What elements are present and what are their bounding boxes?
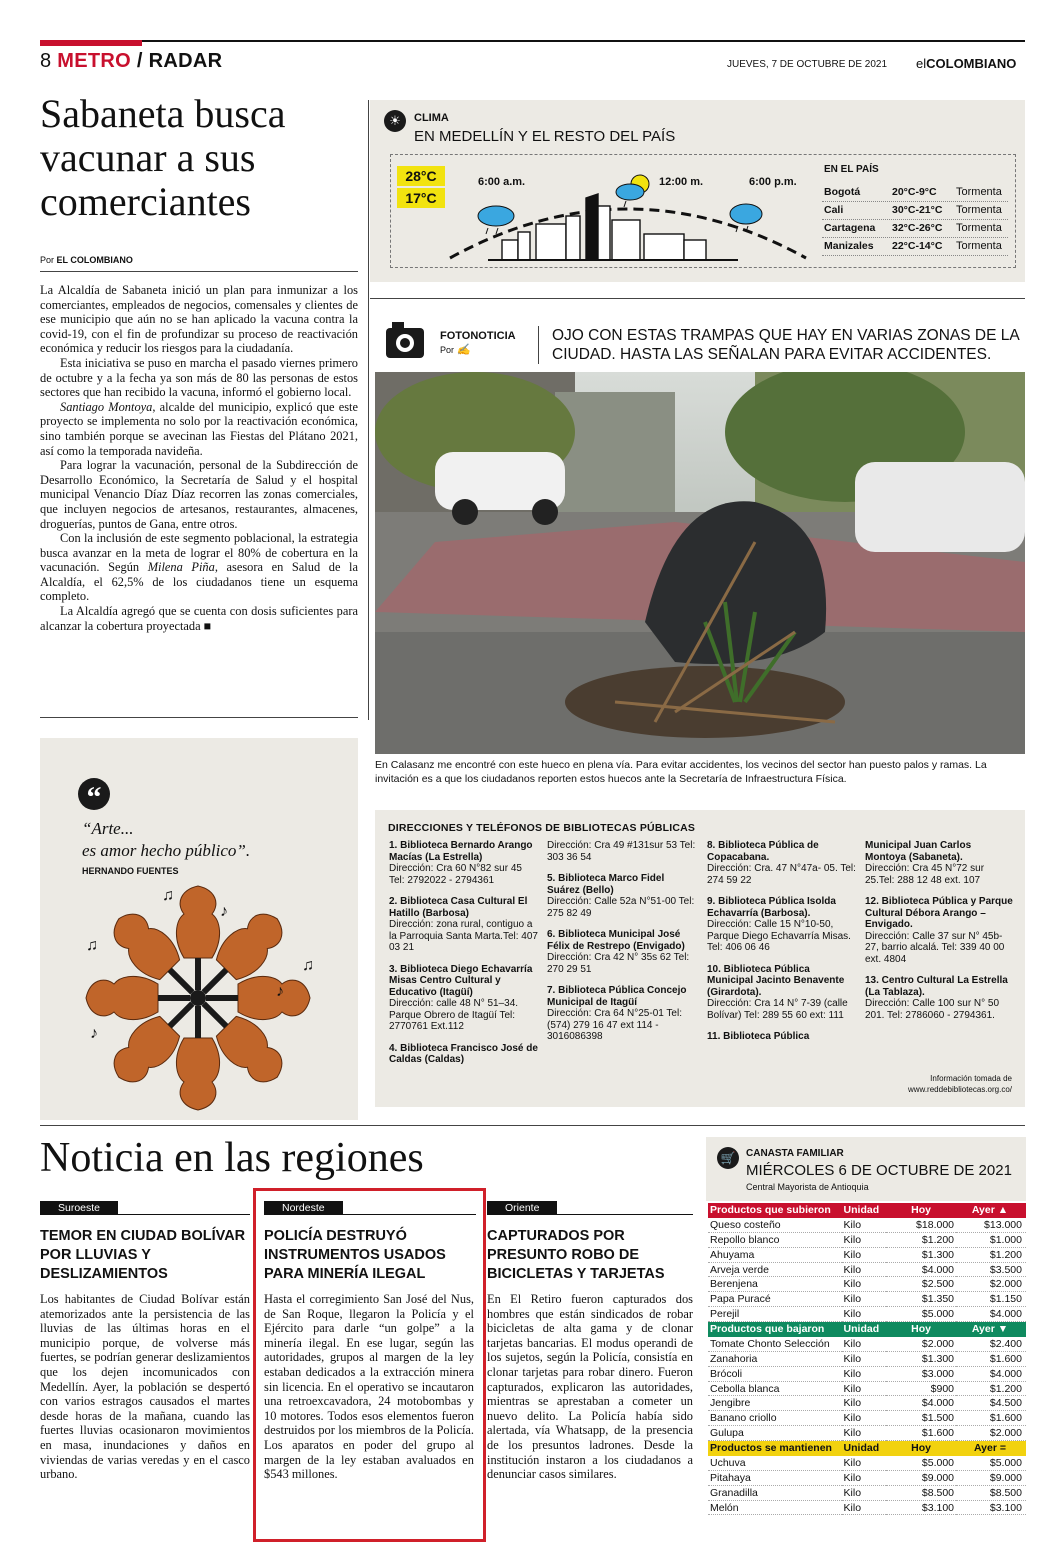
market-date: MIÉRCOLES 6 DE OCTUBRE DE 2021 — [746, 1162, 1012, 1179]
cart-icon: 🛒 — [717, 1147, 739, 1169]
product-unit: Kilo — [842, 1396, 887, 1411]
prices-down-table — [708, 1322, 1026, 1441]
table-row — [708, 1218, 1026, 1233]
price-today: $1.200 — [886, 1233, 956, 1248]
price-yesterday: $3.500 — [956, 1262, 1026, 1277]
price-today: $9.000 — [886, 1471, 956, 1486]
libraries-source-link[interactable]: www.reddebibliotecas.org.co/ — [907, 1085, 1012, 1094]
table-row — [708, 1277, 1026, 1292]
product-name: Jengibre — [708, 1396, 842, 1411]
table-row — [708, 1307, 1026, 1322]
article-body — [40, 283, 358, 633]
section-header — [40, 50, 222, 73]
brand-logo[interactable]: elCOLOMBIANO — [916, 56, 1017, 71]
forecast-time-evening: 6:00 p.m. — [749, 176, 797, 188]
table-header: Productos que subieron Unidad Hoy Ayer ▲ — [708, 1203, 1026, 1218]
product-name: Melón — [708, 1500, 842, 1515]
table-row — [708, 1337, 1026, 1352]
library-entry: 11. Biblioteca Pública — [707, 1031, 810, 1042]
product-unit: Kilo — [842, 1337, 887, 1352]
product-name: Pitahaya — [708, 1471, 842, 1486]
table-header: Productos que bajaron Unidad Hoy Ayer ▼ — [708, 1322, 1026, 1337]
price-today: $1.300 — [886, 1247, 956, 1262]
column-rule — [368, 100, 369, 720]
camera-icon — [384, 318, 426, 364]
price-yesterday: $1.200 — [956, 1381, 1026, 1396]
section-separator: / — [136, 50, 143, 72]
price-yesterday: $4.500 — [956, 1396, 1026, 1411]
table-row — [708, 1500, 1026, 1515]
library-entry: 6. Biblioteca Municipal José Félix de Restrepo (Envigado) Dirección: Cra 42 N° 35s 62 Tel: 270 29 51 — [547, 929, 690, 975]
region-body: Hasta el corregimiento San José del Nus, de San Roque, llegaron la Policía y el Ejército para darle “un golpe” a la minería ilegal. En ese lugar, según las autoridades, grupos al margen de la ley estaban dedicados a la extracción minera sin licencia. En el operativo se incautaron una retroexcavadora, 24 motobombas y 10 motores. Todos esos elementos fueron destruidos por los miembros de la Policía. Los aparatos en poder del grupo al margen de la ley estaban avaluados en $543 millones. — [264, 1292, 474, 1482]
product-name: Brócoli — [708, 1366, 842, 1381]
price-today: $5.000 — [886, 1456, 956, 1471]
library-entry: 5. Biblioteca Marco Fidel Suárez (Bello) Dirección: Calle 52a N°51-00 Tel: 275 82 49 — [547, 873, 695, 919]
library-entry: 9. Biblioteca Pública Isolda Echavarría (Barbosa). Dirección: Calle 15 N°10-50, Parque Diego Echavarría Misas. Tel: 406 06 46 — [707, 896, 851, 953]
prices-up-table — [708, 1203, 1026, 1322]
library-entry: Dirección: Cra 49 #131sur 53 Tel: 303 36 54 — [547, 840, 696, 863]
country-weather-title: EN EL PAÍS — [824, 164, 879, 175]
libraries-column — [389, 840, 539, 1076]
library-entry: 1. Biblioteca Bernardo Arango Macías (La Estrella) Dirección: Cra 60 N°82 sur 45 Tel: 2792022 - 2794361 — [389, 840, 533, 886]
article-end-rule — [40, 717, 358, 718]
libraries-column — [865, 840, 1015, 1031]
price-today: $1.600 — [886, 1426, 956, 1441]
table-header: Productos se mantienen Unidad Hoy Ayer = — [708, 1441, 1026, 1456]
article-byline: Por EL COLOMBIANO — [40, 255, 133, 265]
product-name: Arveja verde — [708, 1262, 842, 1277]
table-row — [708, 1426, 1026, 1441]
price-yesterday: $2.000 — [956, 1277, 1026, 1292]
weather-subtitle: EN MEDELLÍN Y EL RESTO DEL PAÍS — [414, 128, 676, 145]
city-weather-row: Cartagena 32°C-26°C Tormenta — [822, 220, 1008, 238]
price-yesterday: $1.200 — [956, 1247, 1026, 1262]
table-row — [708, 1456, 1026, 1471]
product-unit: Kilo — [842, 1352, 887, 1367]
price-today: $4.000 — [886, 1396, 956, 1411]
issue-date: JUEVES, 7 DE OCTUBRE DE 2021 — [727, 59, 888, 70]
table-row — [708, 1366, 1026, 1381]
market-source: Central Mayorista de Antioquia — [746, 1182, 869, 1192]
price-yesterday: $4.000 — [956, 1366, 1026, 1381]
section-rule — [370, 298, 1025, 299]
product-unit: Kilo — [842, 1262, 887, 1277]
table-row — [708, 1411, 1026, 1426]
product-name: Repollo blanco — [708, 1233, 842, 1248]
product-name: Uchuva — [708, 1456, 842, 1471]
product-name: Granadilla — [708, 1485, 842, 1500]
svg-text:♪: ♪ — [220, 903, 228, 920]
photo-news-label: FOTONOTICIA — [440, 330, 516, 342]
arrow-up-icon: ▲ — [997, 1204, 1009, 1217]
street-pothole-photo[interactable] — [375, 372, 1025, 754]
price-yesterday: $4.000 — [956, 1307, 1026, 1322]
price-today: $2.000 — [886, 1337, 956, 1352]
libraries-column — [547, 840, 697, 1053]
price-today: $3.100 — [886, 1500, 956, 1515]
region-tag[interactable]: Nordeste — [264, 1201, 343, 1215]
paragraph: La Alcaldía de Sabaneta inició un plan para inmunizar a los comerciantes, empleados de negocios, comensales y clientes de ese municipio que aún no se han aplicado la vacuna contra la covid-19, con el fin de profundizar su proceso de reactivación económica y reducir los riesgos para la ciudadanía. — [40, 283, 358, 356]
product-unit: Kilo — [842, 1456, 887, 1471]
paragraph: Esta iniciativa se puso en marcha el pasado viernes primero de octubre y a la fecha ya son más de 80 las personas de estos sectores que han recibido la vacuna, informó el gobierno local. — [40, 355, 358, 400]
price-today: $1.300 — [886, 1352, 956, 1367]
libraries-column — [707, 840, 857, 1053]
price-yesterday: $8.500 — [956, 1485, 1026, 1500]
section-rule — [40, 1125, 1025, 1126]
quote-text: “Arte... es amor hecho público”. — [82, 819, 251, 860]
svg-text:♪: ♪ — [276, 983, 284, 1000]
price-today: $5.000 — [886, 1307, 956, 1322]
temp-high: 28°C — [397, 166, 445, 186]
library-entry: 12. Biblioteca Pública y Parque Cultural Débora Arango – Envigado. Dirección: Calle 37 sur N° 45b-27, barrio alcalá. Tel: 339 40 00 ext. 4804 — [865, 896, 1013, 965]
product-unit: Kilo — [842, 1218, 887, 1233]
price-today: $18.000 — [886, 1218, 956, 1233]
product-name: Zanahoria — [708, 1352, 842, 1367]
library-entry: 7. Biblioteca Pública Concejo Municipal de Itagüí Dirección: Cra 64 N°25-01 Tel: (574) 279 16 47 ext 114 - 3016086398 — [547, 985, 687, 1042]
product-name: Ahuyama — [708, 1247, 842, 1262]
sun-icon: ☀ — [384, 110, 406, 132]
product-unit: Kilo — [842, 1500, 887, 1515]
price-today: $1.350 — [886, 1292, 956, 1307]
library-entry: 13. Centro Cultural La Estrella (La Tablaza). Dirección: Calle 100 sur N° 50 201. Tel: 2786060 - 2794361. — [865, 975, 1008, 1021]
price-yesterday: $1.000 — [956, 1233, 1026, 1248]
table-row — [708, 1352, 1026, 1367]
product-unit: Kilo — [842, 1485, 887, 1500]
article-headline[interactable]: Sabaneta busca vacunar a sus comerciantes — [40, 91, 286, 224]
svg-text:♪: ♪ — [90, 1025, 98, 1042]
region-body: En El Retiro fueron capturados dos hombres que están sindicados de robar bicicletas de alta gama y de clonar tarjetas bancarias. El modus operandi de los sujetos, según la Policía, consistía en clonar tarjetas para robar dinero. Fueron capturados, explicaron las autoridades, mientras se aprestaban a cometer un nuevo delito. La Policía había sido alertada, vía Whatsapp, de la presencia de los presuntos ladrones. Desde la institución instaron a los ciudadanos a denunciar casos similares. — [487, 1292, 693, 1482]
table-row — [708, 1247, 1026, 1262]
photo-caption: En Calasanz me encontré con este hueco en plena vía. Para evitar accidentes, los vecinos del sector han puesto palos y ramas. La invitación es a que los ciudadanos reporten estos huecos ante la Secretaría de Infraestructura Física. — [375, 759, 987, 785]
prices-same-table — [708, 1441, 1026, 1515]
city-weather-row: Bogotá 20°C-9°C Tormenta — [822, 184, 1008, 202]
top-rule — [40, 40, 1025, 42]
product-unit: Kilo — [842, 1426, 887, 1441]
region-headline[interactable]: CAPTURADOS POR PRESUNTO ROBO DE BICICLETAS Y TARJETAS — [487, 1228, 665, 1282]
regions-title: Noticia en las regiones — [40, 1135, 424, 1181]
city-weather-row: Cali 30°C-21°C Tormenta — [822, 202, 1008, 220]
library-entry: 4. Biblioteca Francisco José de Caldas (Caldas) — [389, 1042, 538, 1065]
top-rule-accent — [40, 40, 142, 46]
byline-rule — [40, 271, 358, 272]
table-row — [708, 1292, 1026, 1307]
equal-icon: = — [999, 1442, 1007, 1455]
signature-logo: ✍ — [456, 344, 471, 356]
sun-cloud-icon — [616, 175, 649, 207]
library-entry: Municipal Juan Carlos Montoya (Sabaneta). Dirección: Cra 45 N°72 sur 25.Tel: 288 12 48 ext. 107 — [865, 840, 985, 886]
product-unit: Kilo — [842, 1233, 887, 1248]
price-yesterday: $2.000 — [956, 1426, 1026, 1441]
violin-wheel-illustration — [80, 878, 320, 1118]
product-name: Banano criollo — [708, 1411, 842, 1426]
table-row — [708, 1485, 1026, 1500]
region-tag[interactable]: Suroeste — [40, 1201, 118, 1215]
price-yesterday: $3.100 — [956, 1500, 1026, 1515]
subsection-name[interactable]: RADAR — [148, 50, 223, 72]
product-unit: Kilo — [842, 1307, 887, 1322]
product-name: Queso costeño — [708, 1218, 842, 1233]
product-unit: Kilo — [842, 1381, 887, 1396]
product-name: Papa Puracé — [708, 1292, 842, 1307]
photo-news-headline[interactable]: OJO CON ESTAS TRAMPAS QUE HAY EN VARIAS ZONAS DE LA CIUDAD. HASTA LAS SEÑALAN PARA EVITAR ACCIDENTES. — [552, 327, 1019, 363]
library-entry: 10. Biblioteca Pública Municipal Jacinto Benavente (Girardota). Dirección: Cra 14 N° 7-39 (calle Bolívar) Tel: 289 55 60 ext: 111 — [707, 963, 848, 1021]
product-unit: Kilo — [842, 1366, 887, 1381]
libraries-title: DIRECCIONES Y TELÉFONOS DE BIBLIOTECAS PÚBLICAS — [388, 822, 696, 834]
library-entry: 2. Biblioteca Casa Cultural El Hatillo (Barbosa) Dirección: zona rural, contiguo a la Parroquia Santa Marta.Tel: 407 03 21 — [389, 896, 538, 953]
product-name: Berenjena — [708, 1277, 842, 1292]
product-unit: Kilo — [842, 1411, 887, 1426]
forecast-time-morning: 6:00 a.m. — [478, 176, 526, 188]
svg-text:♫: ♫ — [302, 957, 314, 974]
table-row — [708, 1262, 1026, 1277]
product-unit: Kilo — [842, 1292, 887, 1307]
library-entry: 3. Biblioteca Diego Echavarría Misas Centro Cultural y Educativo (Itagüí) Dirección: calle 48 N° 51–34. Parque Obrero de Itagüí Tel: 2770761 Ext.112 — [389, 963, 533, 1032]
product-unit: Kilo — [842, 1471, 887, 1486]
product-name: Gulupa — [708, 1426, 842, 1441]
libraries-source-note: Información tomada de www.reddebibliotecas.org.co/ — [872, 1073, 1012, 1095]
price-today: $3.000 — [886, 1366, 956, 1381]
product-unit: Kilo — [842, 1247, 887, 1262]
library-entry: 8. Biblioteca Pública de Copacabana. Dirección: Cra. 47 N°47a- 05. Tel: 274 59 22 — [707, 840, 856, 886]
violin-shape — [86, 976, 190, 1019]
table-row — [708, 1233, 1026, 1248]
price-yesterday: $1.600 — [956, 1352, 1026, 1367]
price-today: $4.000 — [886, 1262, 956, 1277]
svg-text:♫: ♫ — [86, 937, 98, 954]
quote-author: HERNANDO FUENTES — [82, 866, 179, 876]
price-yesterday: $2.400 — [956, 1337, 1026, 1352]
table-row — [708, 1471, 1026, 1486]
price-yesterday: $13.000 — [956, 1218, 1026, 1233]
violin-shape — [206, 976, 310, 1019]
price-today: $2.500 — [886, 1277, 956, 1292]
region-headline[interactable]: POLICÍA DESTRUYÓ INSTRUMENTOS USADOS PARA MINERÍA ILEGAL — [264, 1228, 446, 1282]
paragraph: Santiago Montoya, alcalde del municipio, explicó que este proyecto se implementa no solo por la reactivación económica, sino también porque se avecinan las Fiestas del Plátano 2021, así como la temporada navideña. — [40, 399, 359, 458]
price-yesterday: $9.000 — [956, 1471, 1026, 1486]
region-tag[interactable]: Oriente — [487, 1201, 557, 1215]
price-yesterday: $5.000 — [956, 1456, 1026, 1471]
price-today: $8.500 — [886, 1485, 956, 1500]
market-title: CANASTA FAMILIAR — [746, 1148, 844, 1159]
region-headline[interactable]: TEMOR EN CIUDAD BOLÍVAR POR LLUVIAS Y DESLIZAMIENTOS — [40, 1228, 246, 1282]
paragraph: Para lograr la vacunación, personal de la Subdirección de Desarrollo Económico, la Secretaría de Salud y el hospital municipal Venancio Díaz Díaz recorren las zonas comerciales, que incluyen negocios de artesanos, restaurantes, almacenes, droguerías, puntos de Gana, entre otros. — [40, 458, 358, 531]
table-row — [708, 1381, 1026, 1396]
city-weather-row: Manizales 22°C-14°C Tormenta — [822, 238, 1008, 256]
paragraph: La Alcaldía agregó que se cuenta con dosis suficientes para alcanzar la cobertura proyectada ■ — [40, 604, 358, 633]
page-number: 8 — [40, 50, 52, 72]
table-row — [708, 1396, 1026, 1411]
price-today: $900 — [886, 1381, 956, 1396]
divider — [538, 326, 539, 364]
price-yesterday: $1.600 — [956, 1411, 1026, 1426]
price-today: $1.500 — [886, 1411, 956, 1426]
product-name: Cebolla blanca — [708, 1381, 842, 1396]
weather-title: CLIMA — [414, 112, 449, 124]
product-name: Tomate Chonto Selección — [708, 1337, 842, 1352]
product-name: Perejil — [708, 1307, 842, 1322]
arrow-down-icon: ▼ — [997, 1323, 1009, 1336]
quote-icon: “ — [78, 778, 110, 810]
svg-text:♫: ♫ — [162, 887, 174, 904]
violin-shape — [176, 1006, 219, 1110]
paragraph: Con la inclusión de este segmento poblacional, la estrategia busca avanzar en la meta de lograr el 80% de cobertura en la vacunación. Según Milena Piña, asesora en Salud de la Alcaldía, el 62,5% de los ciudadanos tiene un esquema completo. — [40, 531, 358, 604]
region-body: Los habitantes de Ciudad Bolívar están atemorizados ante la persistencia de las lluvias de las últimas horas en el municipio porque, de volverse más fuertes, se podrían generar deslizamientos que los dejen incomunicados con Medellín. Ayer, la población se despertó con varios estragos causados el martes desde horas de la mañana, cuando las fuertes lluvias ocasionaron movimientos en masa, inundaciones y daños en viviendas de varias veredas y en el casco urbano. — [40, 1292, 250, 1482]
price-yesterday: $1.150 — [956, 1292, 1026, 1307]
photo-news-by: Por ✍ — [440, 344, 471, 356]
section-name[interactable]: METRO — [57, 50, 132, 72]
violin-shape — [176, 886, 219, 990]
temp-low: 17°C — [397, 188, 445, 208]
forecast-time-noon: 12:00 m. — [659, 176, 704, 188]
product-unit: Kilo — [842, 1277, 887, 1292]
